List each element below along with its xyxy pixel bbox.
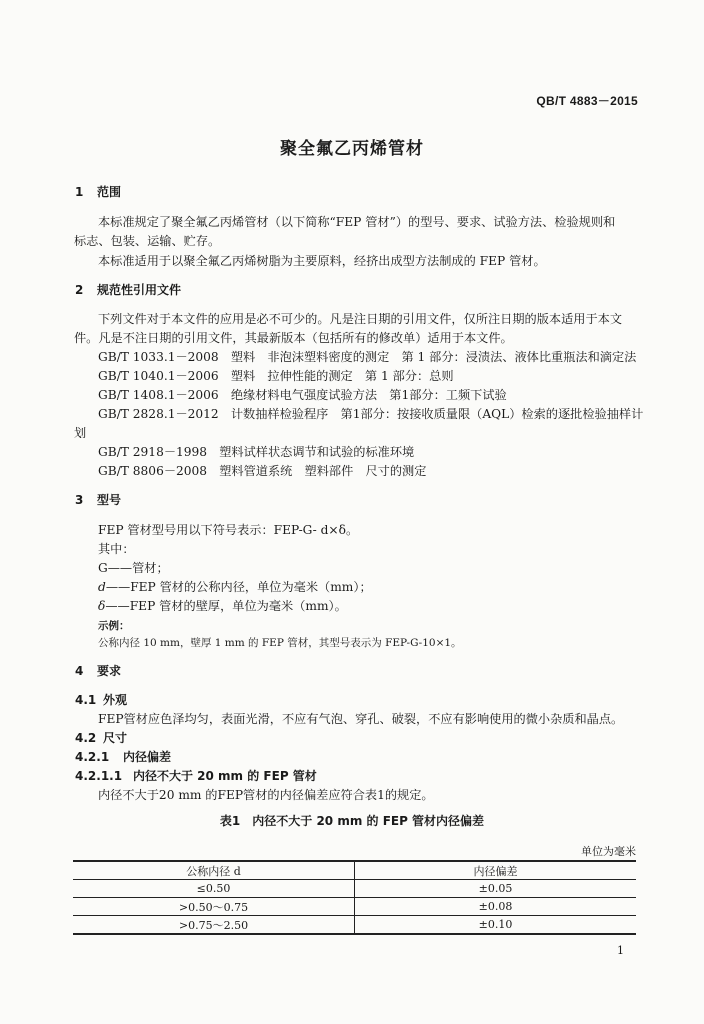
subsection-4-2-heading [75,730,127,746]
appearance-text: FEP管材应色泽均匀，表面光滑，不应有气泡、穿孔、破裂，不应有影响使用的微小杂质和晶点。 [98,712,624,726]
table-caption: 表1 内径不大于 20 mm 的 FEP 管材内径偏差 [219,814,485,828]
section-1-para-1-line-2: 标志、包装、运输、贮存。 [74,234,221,248]
section-2-title: 规范性引用文件 [97,283,182,297]
table-row [73,916,636,935]
subsection-4-1-heading [75,692,127,708]
subsection-4-2-1-1-title: 内径不大于 20 mm 的 FEP 管材 [133,769,317,783]
definition-g: G——管材； [98,561,169,575]
subsection-4-2-1-number: 4.2.1 [75,750,110,764]
subsection-4-2-1-1-heading [75,768,317,784]
table-header-row [73,861,636,880]
reference-item: GB/T 2918－1998 塑料试样状态调节和试验的标准环境 [98,445,415,459]
section-2-para-line-2: 件。凡是不注日期的引用文件，其最新版本（包括所有的修改单）适用于本文件。 [74,331,513,345]
reference-item: GB/T 1040.1－2006 塑料 拉伸性能的测定 第 1 部分：总则 [98,369,454,383]
section-3-number: 3 [75,493,84,507]
section-1-para-2: 本标准适用于以聚全氟乙丙烯树脂为主要原料，经挤出成型方法制成的 FEP 管材。 [98,254,546,268]
subsection-4-2-title: 尺寸 [103,731,128,745]
example-text: 公称内径 10 mm，壁厚 1 mm 的 FEP 管材，其型号表示为 FEP-G-10×1。 [98,637,462,649]
section-1-title: 范围 [97,185,122,199]
section-4-title: 要求 [97,664,122,678]
column-header-deviation: 内径偏差 [355,861,637,880]
section-2-heading [75,282,181,298]
section-2-para-line-1: 下列文件对于本文件的应用是必不可少的。凡是注日期的引用文件，仅所注日期的版本适用于本文 [98,312,623,326]
reference-item: GB/T 1408.1－2006 绝缘材料电气强度试验方法 第1部分：工频下试验 [98,388,507,402]
definition-d-text: ——FEP 管材的公称内径，单位为毫米（mm）； [105,580,372,594]
subsection-4-1-title: 外观 [103,693,128,707]
subsection-4-2-1-heading [75,749,171,765]
table-cell-deviation: ±0.08 [355,898,637,916]
reference-item: GB/T 1033.1－2008 塑料 非泡沫塑料密度的测定 第 1 部分：浸渍法、液体比重瓶法和滴定法 [98,350,637,364]
standard-code: QB/T 4883－2015 [536,94,638,108]
section-3-heading [75,492,121,508]
table-row [73,898,636,916]
section-4-heading [75,663,121,679]
model-notation: FEP 管材型号用以下符号表示：FEP-G- d×δ。 [98,523,359,537]
section-4-number: 4 [75,664,84,678]
section-1-para-1-line-1: 本标准规定了聚全氟乙丙烯管材（以下简称“FEP 管材”）的型号、要求、试验方法、检验规则和 [98,215,616,229]
definition-delta-text: ——FEP 管材的壁厚，单位为毫米（mm）。 [105,599,347,613]
unit-note: 单位为毫米 [581,845,636,858]
section-1-heading [75,184,121,200]
reference-item: GB/T 8806－2008 塑料管道系统 塑料部件 尺寸的测定 [98,464,427,478]
table-cell-diameter: >0.75～2.50 [73,916,355,935]
symbol-delta: δ [98,599,106,613]
symbol-d: d [98,580,106,594]
example-label: 示例： [98,620,130,632]
inner-diameter-requirement: 内径不大于20 mm 的FEP管材的内径偏差应符合表1的规定。 [98,788,434,802]
table-cell-deviation: ±0.10 [355,916,637,935]
reference-item: GB/T 2828.1－2012 计数抽样检验程序 第1部分：按接收质量限（AQL）检索的逐批检验抽样计 [98,407,644,421]
table-cell-diameter: >0.50～0.75 [73,898,355,916]
subsection-4-1-number: 4.1 [75,693,97,707]
reference-item-continuation: 划 [74,426,87,440]
subsection-4-2-number: 4.2 [75,731,97,745]
document-title: 聚全氟乙丙烯管材 [280,139,424,159]
page-number: 1 [617,944,624,957]
table-cell-deviation: ±0.05 [355,880,637,898]
table-cell-diameter: ≤0.50 [73,880,355,898]
where-label: 其中： [98,542,135,556]
definition-delta [98,598,347,614]
deviation-table [73,860,636,935]
table-row [73,880,636,898]
subsection-4-2-1-title: 内径偏差 [123,750,172,764]
column-header-nominal-diameter: 公称内径 d [73,861,355,880]
section-1-number: 1 [75,185,84,199]
section-2-number: 2 [75,283,84,297]
definition-d [98,579,372,595]
subsection-4-2-1-1-number: 4.2.1.1 [75,769,123,783]
section-3-title: 型号 [97,493,122,507]
